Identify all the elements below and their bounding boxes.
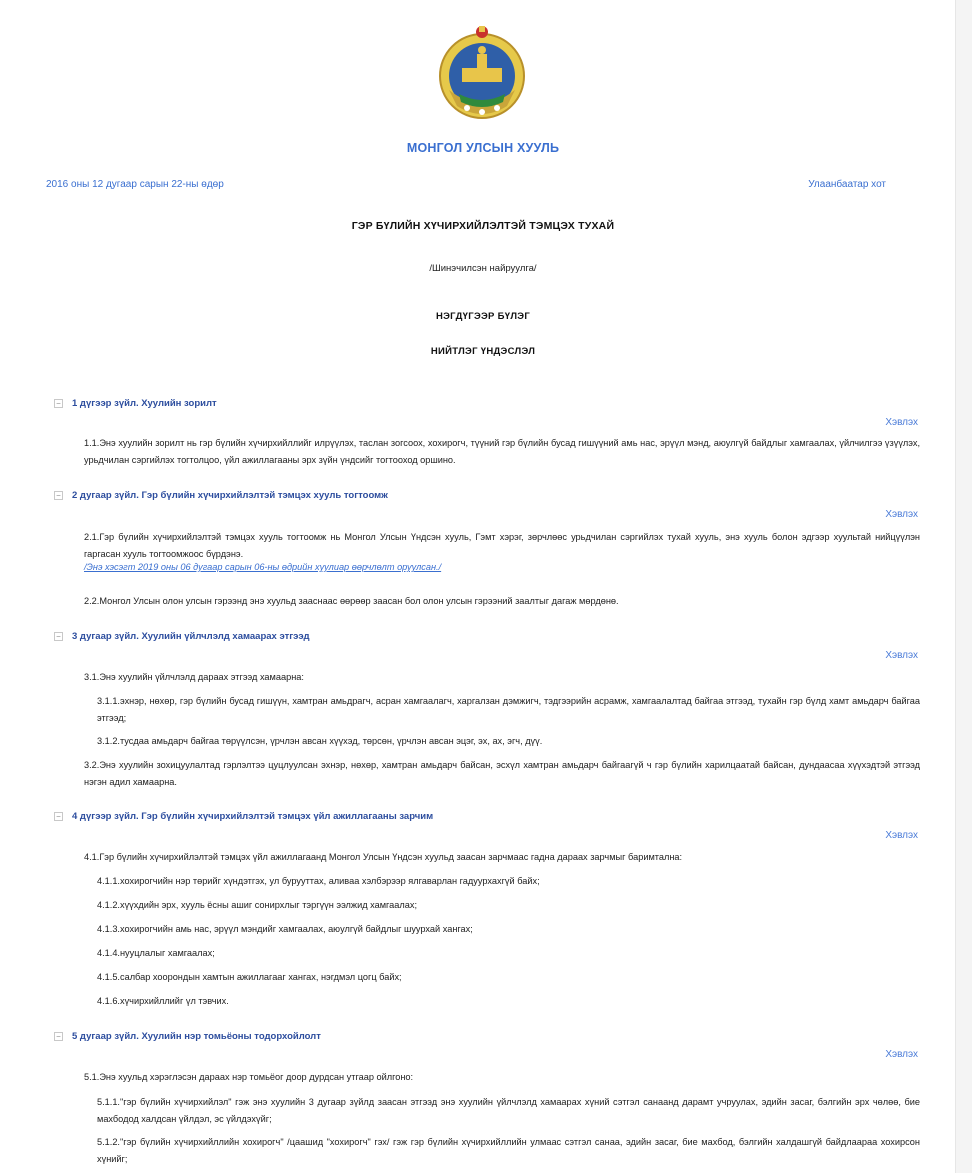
sub-paragraph: 4.1.2.хүүхдийн эрх, хууль ёсны ашиг сонирхлыг тэргүүн ээлжид хамгаалах; <box>97 900 418 910</box>
sub-paragraph: 4.1.1.хохирогчийн нэр төрийг хүндэтгэх, ул бурууттах, аливаа хэлбэрээр ялгаварлан гадуурхахгүй байх; <box>97 876 540 886</box>
paragraph: 1.1.Энэ хуулийн зорилт нь гэр бүлийн хүчирхийллийг илрүүлэх, таслан зогсоох, хохирогч, түүний гэр бүлийн бусад гишүүний амь нас, эрүүл мэнд, аюулгүй байдлыг хамгаалах, үйлчилгээ үзүүлэх, урьдчилан сэргийлэх тогтолцоо, үйл ажиллагааны эрх зүйн үндсийг тогтооход оршино. <box>84 438 920 465</box>
sub-paragraph: 3.1.2.тусдаа амьдарч байгаа төрүүлсэн, үрчлэн авсан хүүхэд, төрсөн, үрчлэн авсан эцэг, эх, ах, эгч, дүү. <box>97 736 543 746</box>
paragraph: 5.1.Энэ хуульд хэрэглэсэн дараах нэр томьёог доор дурдсан утгаар ойлгоно: <box>84 1072 414 1082</box>
article-title: 3 дугаар зүйл. Хуулийн үйлчлэлд хамаарах этгээд <box>72 631 310 642</box>
print-link[interactable]: Хэвлэх <box>885 417 918 428</box>
state-emblem-icon <box>437 24 527 124</box>
sub-paragraph: 5.1.1."гэр бүлийн хүчирхийлэл" гэж энэ хуулийн 3 дугаар зүйлд заасан этгээд энэ хуулийн үйлчлэлд хамаарах хүний сэтгэл санаанд дарамт учруулах, эдийн засаг, бэлгийн эрх чөлөө, бие махбодод халдсан үйлдэл, эс үйлдэхүйг; <box>97 1097 920 1124</box>
collapse-toggle-icon[interactable]: − <box>54 632 63 641</box>
adoption-place: Улаанбаатар хот <box>808 179 886 190</box>
sub-paragraph: 4.1.5.салбар хоорондын хамтын ажиллагааг хангах, нэгдмэл цогц байх; <box>97 972 402 982</box>
page-scrollbar[interactable] <box>955 0 972 1173</box>
print-link[interactable]: Хэвлэх <box>885 650 918 661</box>
article-title: 1 дүгээр зүйл. Хуулийн зорилт <box>72 398 217 409</box>
paragraph: 3.1.Энэ хуулийн үйлчлэлд дараах этгээд хамаарна: <box>84 672 304 682</box>
sub-paragraph: 4.1.4.нууцлалыг хамгаалах; <box>97 948 215 958</box>
edition-note: /Шинэчилсэн найруулга/ <box>429 263 537 274</box>
article-header <box>54 631 310 642</box>
sub-paragraph: 3.1.1.эхнэр, нөхөр, гэр бүлийн бусад гишүүн, хамтран амьдрагч, асран хамгаалагч, харгалзан дэмжигч, тэдгээрийн асрамж, хамгаалалтад байгаа этгээд, тухайн гэр бүлд хамт амьдарч байгаа этгээд; <box>97 696 920 723</box>
paragraph: 4.1.Гэр бүлийн хүчирхийлэлтэй тэмцэх үйл ажиллагаанд Монгол Улсын Үндсэн хуульд заасан зарчмаас гадна дараах зарчмыг баримтална: <box>84 852 683 862</box>
article-title: 2 дугаар зүйл. Гэр бүлийн хүчирхийлэлтэй тэмцэх хууль тогтоомж <box>72 490 388 501</box>
chapter-name: НИЙТЛЭГ ҮНДЭСЛЭЛ <box>430 346 536 357</box>
law-title: ГЭР БҮЛИЙН ХҮЧИРХИЙЛЭЛТЭЙ ТЭМЦЭХ ТУХАЙ <box>351 220 615 232</box>
print-link[interactable]: Хэвлэх <box>885 509 918 520</box>
sub-paragraph: 5.1.2."гэр бүлийн хүчирхийллийн хохирогч" /цаашид "хохирогч" гэх/ гэж гэр бүлийн хүчирхийллийн улмаас сэтгэл санаа, эдийн засаг, бие махбод, бэлгийн халдашгүй байдлаараа хохирсон хүнийг; <box>97 1137 920 1164</box>
sub-paragraph: 4.1.6.хүчирхийллийг үл тэвчих. <box>97 996 229 1006</box>
law-label: МОНГОЛ УЛСЫН ХУУЛЬ <box>406 141 560 155</box>
article-header <box>54 811 433 822</box>
collapse-toggle-icon[interactable]: − <box>54 491 63 500</box>
amendment-link[interactable]: /Энэ хэсэгт 2019 оны 06 дугаар сарын 06-ны өдрийн хуулиар өөрчлөлт оруулсан./ <box>84 562 442 572</box>
print-link[interactable]: Хэвлэх <box>885 1049 918 1060</box>
article-title: 4 дүгээр зүйл. Гэр бүлийн хүчирхийлэлтэй тэмцэх үйл ажиллагааны зарчим <box>72 811 434 822</box>
paragraph: 2.2.Монгол Улсын олон улсын гэрээнд энэ хуульд зааснаас өөрөөр заасан бол олон улсын гэрээний заалтыг дагаж мөрдөнө. <box>84 596 619 606</box>
collapse-toggle-icon[interactable]: − <box>54 812 63 821</box>
collapse-toggle-icon[interactable]: − <box>54 399 63 408</box>
article-title: 5 дугаар зүйл. Хуулийн нэр томьёоны тодорхойлолт <box>72 1031 321 1042</box>
article-header <box>54 1031 321 1042</box>
article-header <box>54 398 217 409</box>
collapse-toggle-icon[interactable]: − <box>54 1032 63 1041</box>
sub-paragraph: 4.1.3.хохирогчийн амь нас, эрүүл мэндийг хамгаалах, аюулгүй байдлыг шуурхай хангах; <box>97 924 473 934</box>
chapter-number: НЭГДҮГЭЭР БҮЛЭГ <box>435 311 531 322</box>
paragraph: 2.1.Гэр бүлийн хүчирхийлэлтэй тэмцэх хууль тогтоомж нь Монгол Улсын Үндсэн хууль, Гэмт хэрэг, зөрчлөөс урьдчилан сэргийлэх тухай хууль, энэ хууль болон эдгээр хуультай нийцүүлэн гаргасан хууль тогтоомжоос бүрдэнэ. <box>84 532 920 559</box>
adoption-date: 2016 оны 12 дугаар сарын 22-ны өдөр <box>46 179 224 190</box>
print-link[interactable]: Хэвлэх <box>885 830 918 841</box>
paragraph: 3.2.Энэ хуулийн зохицуулалтад гэрлэлтээ цуцлуулсан эхнэр, нөхөр, хамтран амьдарч байсан, эсхүл хамтран амьдарч байгаагүй ч гэр бүлийн харилцаатай байсан, дундаасаа хүүхэдтэй этгээд нэгэн адил хамаарна. <box>84 760 920 787</box>
article-header <box>54 490 388 501</box>
